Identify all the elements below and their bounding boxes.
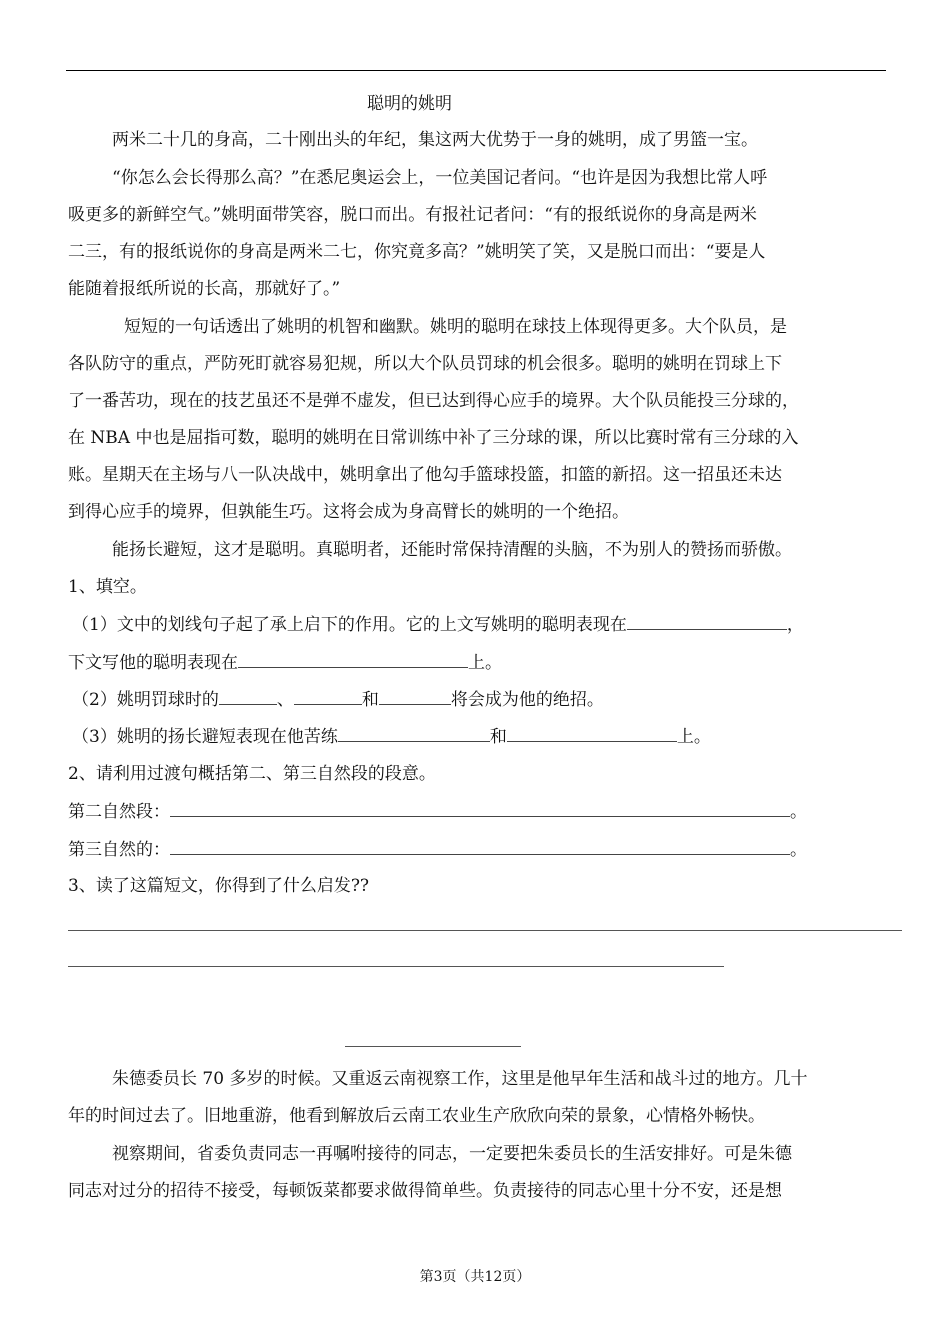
question-1-1-cont bbox=[68, 651, 502, 674]
passage2-paragraph-2-line-2: 同志对过分的招待不接受，每顿饭菜都要求做得简单些。负责接待的同志心里十分不安，还是想 bbox=[68, 1181, 782, 1201]
question-3-title: 3、读了这篇短文，你得到了什么启发?? bbox=[68, 876, 370, 896]
question-2-para2-end: 。 bbox=[790, 802, 807, 822]
question-1-3 bbox=[72, 725, 711, 748]
question-1-1-text-b: 下文写他的聪明表现在 bbox=[68, 653, 238, 673]
footer-suffix: 页） bbox=[502, 1269, 531, 1285]
question-1-1-text: （1）文中的划线句子起了承上启下的作用。它的上文写姚明的聪明表现在 bbox=[72, 615, 627, 635]
question-1-2-sep: 、 bbox=[276, 690, 294, 710]
paragraph-2-line-1: “你怎么会长得那么高？”在悉尼奥运会上，一位美国记者问。“也许是因为我想比常人呼 bbox=[112, 168, 768, 188]
paragraph-3-line-2: 各队防守的重点，严防死盯就容易犯规，所以大个队员罚球的机会很多。聪明的姚明在罚球上下 bbox=[68, 354, 782, 374]
question-1-3-and: 和 bbox=[489, 727, 507, 747]
question-1-2-end: 将会成为他的绝招。 bbox=[450, 690, 604, 710]
question-1-2-text: （2）姚明罚球时的 bbox=[72, 690, 219, 710]
question-1-2-and: 和 bbox=[361, 690, 379, 710]
answer-blank-7[interactable] bbox=[507, 725, 677, 742]
page-footer bbox=[0, 1268, 950, 1286]
question-1-title: 1、填空。 bbox=[68, 577, 147, 597]
header-rule bbox=[66, 70, 886, 71]
question-2-para3 bbox=[68, 838, 807, 861]
answer-blank-6[interactable] bbox=[338, 725, 490, 742]
footer-page-number: 3 bbox=[433, 1269, 443, 1285]
paragraph-3-line-4: 在 NBA 中也是屈指可数，聪明的姚明在日常训练中补了三分球的课，所以比赛时常有三分球的入 bbox=[68, 428, 799, 448]
question-2-para2 bbox=[68, 800, 807, 823]
answer-blank-5[interactable] bbox=[379, 688, 451, 705]
footer-prefix: 第 bbox=[419, 1269, 434, 1285]
question-1-1-end: 上。 bbox=[468, 653, 502, 673]
question-1-1-comma: ， bbox=[786, 615, 804, 635]
answer-blank-8[interactable] bbox=[170, 800, 790, 817]
paragraph-3-line-6: 到得心应手的境界，但孰能生巧。这将会成为身高臂长的姚明的一个绝招。 bbox=[68, 502, 629, 522]
paragraph-1: 两米二十几的身高，二十刚出头的年纪，集这两大优势于一身的姚明，成了男篮一宝。 bbox=[112, 130, 758, 150]
passage2-paragraph-1-line-1: 朱德委员长 70 多岁的时候。又重返云南视察工作，这里是他早年生活和战斗过的地方。几十 bbox=[112, 1069, 808, 1089]
paragraph-2-line-4: 能随着报纸所说的长高，那就好了。” bbox=[68, 279, 341, 299]
answer-blank-4[interactable] bbox=[294, 688, 362, 705]
paragraph-2-line-3: 二三，有的报纸说你的身高是两米二七，你究竟多高？”姚明笑了笑，又是脱口而出：“要是人 bbox=[68, 242, 766, 262]
answer-line-2[interactable] bbox=[68, 966, 724, 967]
footer-total-pages: 12 bbox=[484, 1269, 503, 1285]
question-2-title: 2、请利用过渡句概括第二、第三自然段的段意。 bbox=[68, 764, 436, 784]
paragraph-3-line-5: 账。星期天在主场与八一队决战中，姚明拿出了他勾手篮球投篮，扣篮的新招。这一招虽还未达 bbox=[68, 465, 782, 485]
answer-blank-9[interactable] bbox=[170, 838, 790, 855]
passage2-paragraph-1-line-2: 年的时间过去了。旧地重游，他看到解放后云南工农业生产欣欣向荣的景象，心情格外畅快。 bbox=[68, 1106, 765, 1126]
paragraph-2-line-2: 吸更多的新鲜空气。”姚明面带笑容，脱口而出。有报社记者问：“有的报纸说你的身高是两米 bbox=[68, 205, 757, 225]
question-2-para3-end: 。 bbox=[790, 840, 807, 860]
answer-line-1[interactable] bbox=[68, 930, 902, 931]
footer-mid: 页（共 bbox=[442, 1269, 485, 1285]
passage-title: 聪明的姚明 bbox=[367, 94, 452, 114]
paragraph-3-line-1: 短短的一句话透出了姚明的机智和幽默。姚明的聪明在球技上体现得更多。大个队员，是 bbox=[124, 317, 787, 337]
section-divider bbox=[345, 1046, 521, 1047]
passage2-paragraph-2-line-1: 视察期间，省委负责同志一再嘱咐接待的同志，一定要把朱委员长的生活安排好。可是朱德 bbox=[112, 1144, 792, 1164]
question-1-3-text: （3）姚明的扬长避短表现在他苦练 bbox=[72, 727, 338, 747]
answer-blank-3[interactable] bbox=[219, 688, 277, 705]
answer-blank-2[interactable] bbox=[238, 651, 468, 668]
question-1-2 bbox=[72, 688, 604, 711]
answer-blank-1[interactable] bbox=[627, 613, 787, 630]
paragraph-3-line-3: 了一番苦功，现在的技艺虽还不是弹不虚发，但已达到得心应手的境界。大个队员能投三分球的， bbox=[68, 391, 799, 411]
paragraph-4: 能扬长避短，这才是聪明。真聪明者，还能时常保持清醒的头脑，不为别人的赞扬而骄傲。 bbox=[112, 540, 792, 560]
question-2-para3-label: 第三自然的： bbox=[68, 840, 170, 860]
question-1-3-end: 上。 bbox=[676, 727, 711, 747]
question-2-para2-label: 第二自然段： bbox=[68, 802, 170, 822]
question-1-1 bbox=[72, 613, 804, 636]
